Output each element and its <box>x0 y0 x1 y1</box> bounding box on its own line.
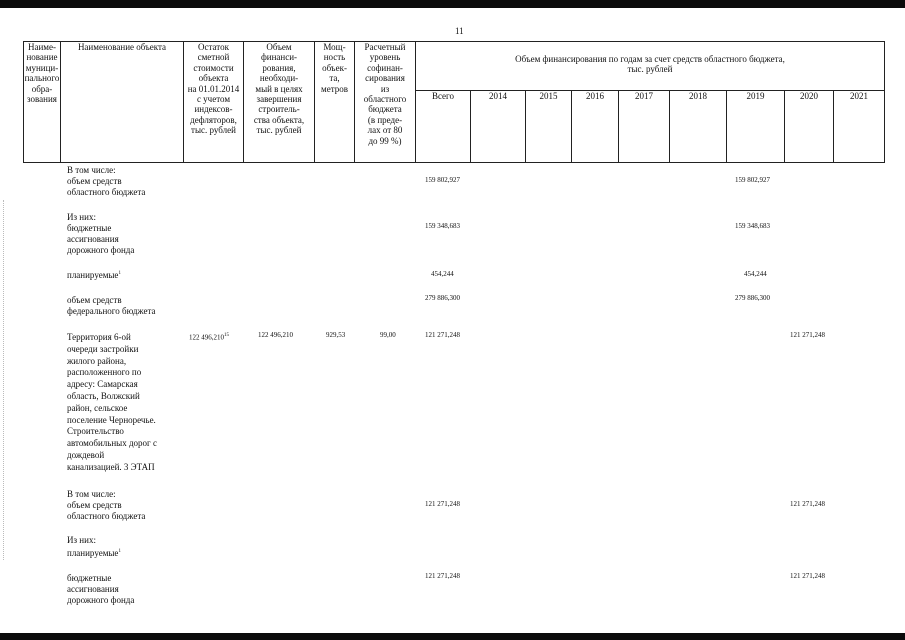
row-2019-value: 279 886,300 <box>735 294 770 302</box>
row-capacity-value: 929,53 <box>326 331 346 339</box>
header-capacity: Мощ- ность объек- та, метров <box>314 41 355 163</box>
row-total-value: 159 802,927 <box>425 176 460 184</box>
row-total-value: 121 271,248 <box>425 500 460 508</box>
header-year-2015: 2015 <box>525 90 572 163</box>
header-municipality: Наиме- нование муници- пального обра- зования <box>23 41 61 163</box>
row-label-regional-budget: В том числе: объем средств областного бюджета <box>67 165 146 197</box>
header-year-2021: 2021 <box>833 90 885 163</box>
header-cofinancing-level: Расчетный уровень софинан- сирования из областного бюджета (в преде- лах от 80 до 99 %) <box>354 41 416 163</box>
header-object-name: Наименование объекта <box>60 41 184 163</box>
row-remaining-cost-value: 122 496,210$^{15}$ <box>189 333 229 342</box>
row-total-value: 159 348,683 <box>425 222 460 230</box>
row-cofinancing-value: 99,00 <box>380 331 396 339</box>
bottom-border-bar <box>0 633 905 640</box>
row-total-value: 454,244 <box>431 270 454 278</box>
row-2020-value: 121 271,248 <box>790 331 825 339</box>
row-label-road-fund: Из них: бюджетные ассигнования дорожного фонда <box>67 212 135 255</box>
header-funding-by-years: Объем финансирования по годам за счет средств областного бюджета, тыс. рублей <box>415 41 885 91</box>
footnote-marker: 1 <box>118 271 121 276</box>
header-year-2014: 2014 <box>470 90 526 163</box>
row-label-planned: планируемые$^1$ <box>67 270 121 280</box>
row-2019-value: 159 802,927 <box>735 176 770 184</box>
row-label-regional-budget: В том числе: объем средств областного бюджета <box>67 489 146 521</box>
row-label-planned: Из них: планируемые$^1$ <box>67 535 121 558</box>
header-year-2017: 2017 <box>618 90 670 163</box>
row-total-value: 121 271,248 <box>425 572 460 580</box>
top-border-bar <box>0 0 905 8</box>
header-funding-needed: Объем финанси- рования, необходи- мый в целях завершения строитель- ства объекта, тыс. рублей <box>243 41 315 163</box>
row-2020-value: 121 271,248 <box>790 572 825 580</box>
row-funding-needed-value: 122 496,210 <box>258 331 293 339</box>
header-year-2019: 2019 <box>726 90 785 163</box>
scan-edge-mark <box>3 200 4 560</box>
footnote-marker: 1 <box>118 549 121 554</box>
row-label-federal-budget: объем средств федерального бюджета <box>67 295 156 316</box>
row-label-object-description: Территория 6-ой очереди застройки жилого района, расположенного по адресу: Самарская область, Волжский район, сельское поселение Черноречье. Строительство автомобильных дорог с дождевой канализацией. 3 ЭТАП <box>67 332 157 472</box>
header-year-2018: 2018 <box>669 90 727 163</box>
header-year-2016: 2016 <box>571 90 619 163</box>
header-year-2020: 2020 <box>784 90 834 163</box>
row-total-value: 121 271,248 <box>425 331 460 339</box>
header-remaining-cost: Остаток сметной стоимости объекта на 01.01.2014 с учетом индексов- дефляторов, тыс. рублей <box>183 41 244 163</box>
row-2019-value: 159 348,683 <box>735 222 770 230</box>
row-total-value: 279 886,300 <box>425 294 460 302</box>
header-total: Всего <box>415 90 471 163</box>
page-number: 11 <box>455 26 464 36</box>
row-2020-value: 121 271,248 <box>790 500 825 508</box>
row-2019-value: 454,244 <box>744 270 767 278</box>
footnote-marker: 15 <box>224 333 229 338</box>
row-label-road-fund: бюджетные ассигнования дорожного фонда <box>67 573 135 605</box>
